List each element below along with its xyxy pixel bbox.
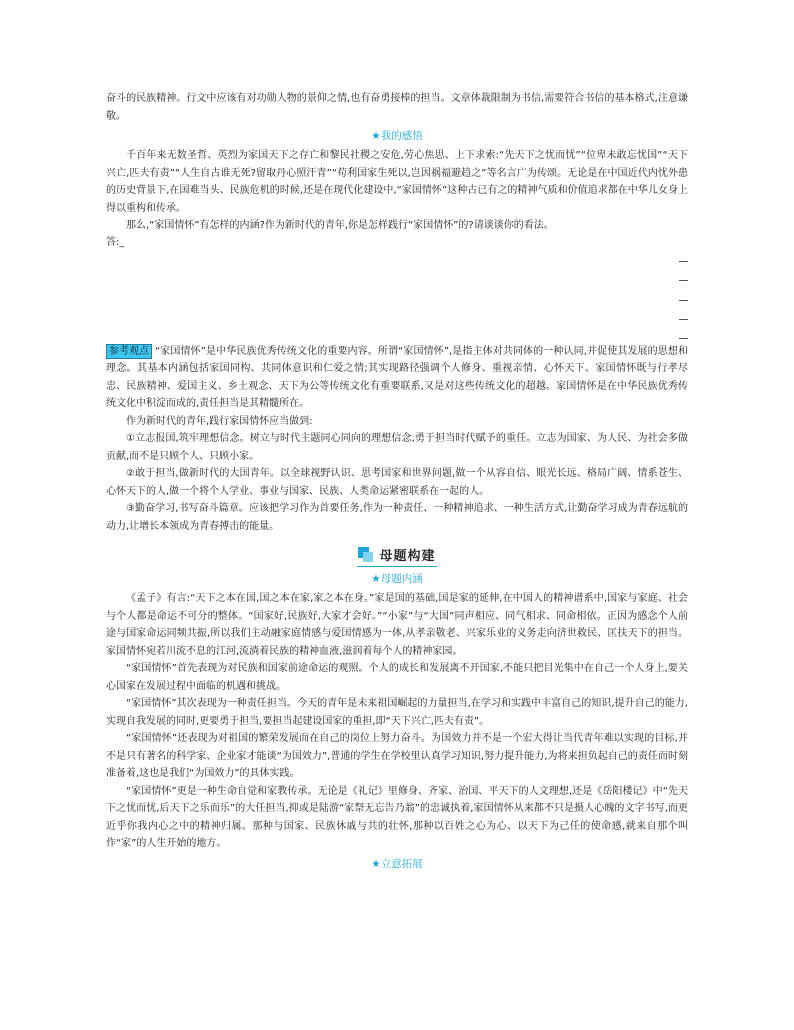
answer-blank-line: [679, 338, 688, 339]
answer-blank-line: [679, 280, 688, 281]
star-icon: ★: [371, 573, 381, 585]
section-heading-connotation-title: 母题内涵: [380, 573, 423, 585]
section-underline: [357, 566, 437, 567]
document-page: [106, 90, 688, 875]
star-icon: ★: [371, 130, 381, 142]
connotation-paragraph-3: “家国情怀”其次表现为一种责任担当。今天的青年是未来祖国崛起的力量担当,在学习和实践中丰富自己的知识,提升自己的能力,实现自我发展的同时,更要勇于担当,要担当起建设国家的重担,即“天下兴亡,匹夫有责”。: [106, 698, 688, 727]
connotation-paragraph-2: “家国情怀”首先表现为对民族和国家前途命运的观照。个人的成长和发展离不开国家,不能只把目光集中在自己一个人身上,要关心国家在发展过程中面临的机遇和挑战。: [106, 663, 688, 692]
reference-paragraph-2: 作为新时代的青年,践行家国情怀应当做到:: [126, 415, 313, 427]
answer-blank-area[interactable]: [106, 251, 688, 343]
reference-text-1: “家国情怀”是中华民族优秀传统文化的重要内容。所谓“家国情怀”,是指主体对共同体的一种认同,并促使其发展的思想和理念。其基本内涵包括家国同构、共同体意识和仁爱之情;其实现路径强调个人修身、重视亲情、心怀天下。家国情怀既与行孝尽忠、民族精神、爱国主义、乡土观念、天下为公等传统文化有重要联系,又是对这些传统文化的超越。家国情怀是在中华民族优秀传统文化中积淀而成的,责任担当是其精髓所在。: [106, 345, 688, 409]
connotation-paragraph-4: “家国情怀”还表现为对祖国的繁荣发展而在自己的岗位上努力奋斗。为国效力并不是一个宏大得让当代青年难以实现的目标,并不是只有著名的科学家、企业家才能谈“为国效力”,普通的学生在学校里认真学习知识,努力提升能力,为将来担负起自己的责任而时刻准备着,这也是我们“为国效力”的具体实践。: [106, 733, 688, 779]
answer-blank-line: [679, 300, 688, 301]
connotation-paragraph-1: 《孟子》有言:“天下之本在国,国之本在家,家之本在身。”家是国的基础,国是家的延伸,在中国人的精神谱系中,国家与家庭、社会与个人都是命运不可分的整体。“国家好,民族好,大家才会好。”“小家”与“大国”同声相应、同气相求、同命相依。正因为感念个人前途与国家命运同频共振,所以我们主动融家庭情感与爱国情感为一体,从孝亲敬老、兴家乐业的义务走向济世救民、匡扶天下的担当。家国情怀宛若川流不息的江河,流淌着民族的精神血液,滋润着每个人的精神家园。: [106, 593, 688, 657]
top-paragraph: 奋斗的民族精神。行文中应该有对功勋人物的景仰之情,也有奋勇接棒的担当。文章体裁限制为书信,需要符合书信的基本格式,注意谦敬。: [106, 93, 688, 122]
connotation-paragraph-5: “家国情怀”更是一种生命自觉和家教传承。无论是《礼记》里修身、齐家、治国、平天下的人文理想,还是《岳阳楼记》中“先天下之忧而忧,后天下之乐而乐”的大任担当,抑或是陆游“家祭无忘告乃翁”的忠诚执着,家国情怀从来都不只是摄人心魄的文字书写,而更近乎你我内心之中的精神归属。那种与国家、民族休戚与共的壮怀,那种以百姓之心为心、以天下为己任的使命感,就来自那个叫作“家”的人生开始的地方。: [106, 785, 688, 849]
reference-paragraph-4: ②敢于担当,做新时代的大国青年。以全球视野认识、思考国家和世界问题,做一个从容自信、眼光长远、格局广阔、情系苍生、心怀天下的人,做一个将个人学业、事业与国家、民族、人类命运紧密联系在一起的人。: [106, 468, 688, 497]
section-square-icon: [358, 547, 373, 562]
reference-paragraph-1: [106, 343, 688, 413]
section-heading-feelings: [106, 128, 688, 145]
answer-row: [106, 235, 688, 251]
answer-blank-line: [679, 319, 688, 320]
star-icon: ★: [371, 857, 381, 870]
reference-paragraph-5: ③勤奋学习,书写奋斗篇章。应该把学习作为首要任务,作为一种责任、一种精神追求、一种生活方式,让勤奋学习成为青春远航的动力,让增长本领成为青春搏击的能量。: [106, 503, 688, 532]
section-heading-feelings-title: 我的感悟: [380, 130, 423, 142]
reference-badge: 参考观点: [106, 344, 152, 359]
answer-underscore: _: [119, 236, 125, 248]
section-heading-expand: [106, 856, 688, 873]
feelings-paragraph-2: 那么,“家国情怀”有怎样的内涵?作为新时代的青年,你是怎样践行“家国情怀”的?请谈谈你的看法。: [126, 220, 554, 231]
section-heading-main: [106, 545, 688, 565]
answer-label: 答:: [106, 236, 120, 248]
feelings-paragraph-1: 千百年来无数圣哲、英烈为家国天下之存亡和黎民社稷之安危,劳心焦思、上下求索:“先天下之忧而忧”“位卑未敢忘忧国”“天下兴亡,匹夫有责”“人生自古谁无死?留取丹心照汗青”“苟利国家生死以,岂因祸福避趋之”等名言广为传颂。无论是在中国近代内忧外患的历史背景下,在国难当头、民族危机的时候,还是在现代化建设中,“家国情怀”这种古已有之的精神气质和价值追求都在中华儿女身上得以重构和传承。: [106, 150, 688, 214]
section-heading-main-title: 母题构建: [379, 549, 436, 564]
answer-blank-line: [679, 261, 688, 262]
section-heading-connotation: [106, 571, 688, 588]
section-heading-expand-title: 立意拓展: [380, 857, 423, 870]
reference-paragraph-3: ①立志报国,筑牢理想信念。树立与时代主题同心同向的理想信念,勇于担当时代赋予的重任。立志为国家、为人民、为社会多做贡献,而不是只顾个人、只顾小家。: [106, 433, 688, 462]
